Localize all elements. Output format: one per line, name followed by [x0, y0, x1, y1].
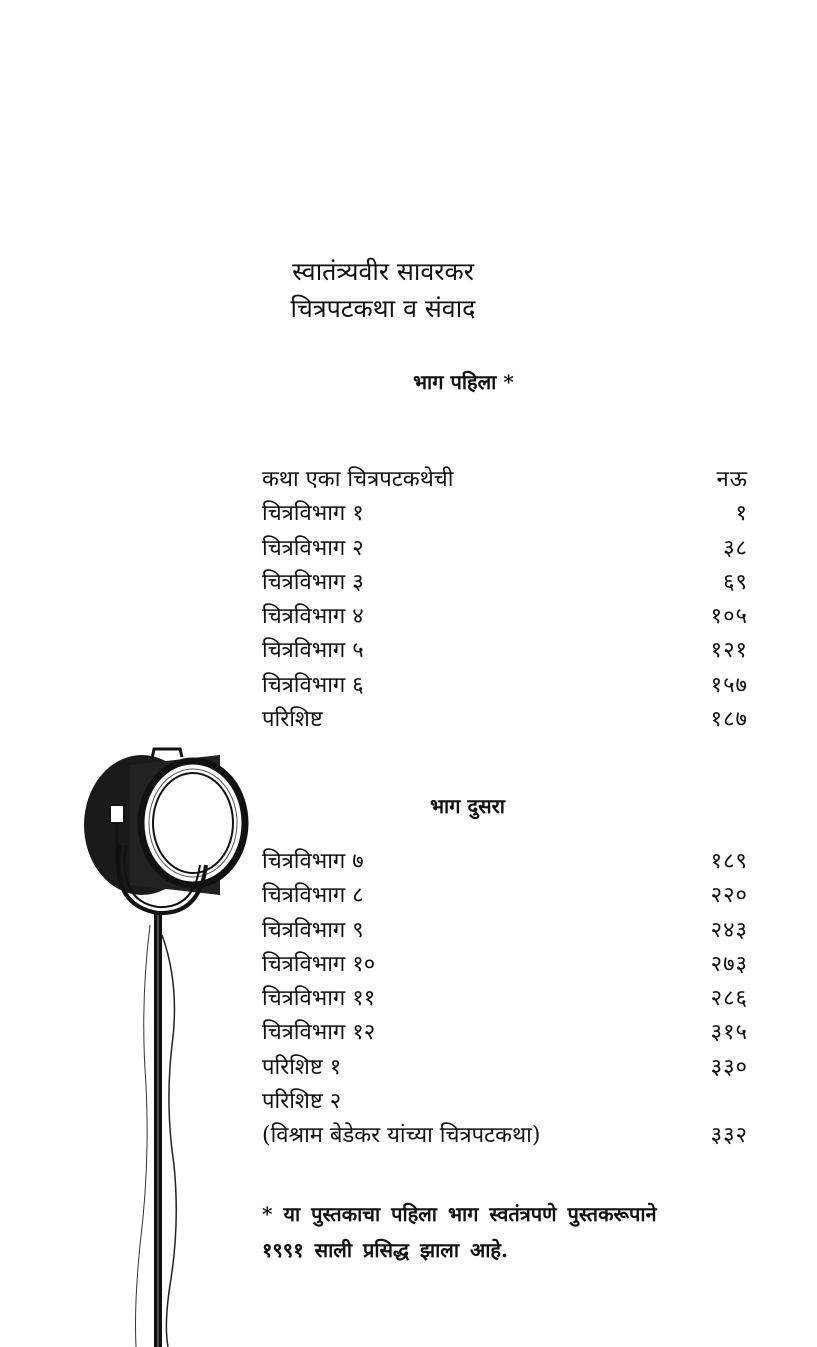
toc-entry-label: चित्रविभाग ८: [262, 883, 364, 909]
toc-entry: [262, 637, 748, 671]
part-one-heading: भाग पहिला *: [413, 370, 514, 394]
toc-entry-page: ३१५: [710, 1020, 748, 1046]
toc-entry: [262, 848, 748, 882]
toc-entry-page: ३३२: [710, 1123, 748, 1149]
toc-entry-label: चित्रविभाग ५: [262, 638, 364, 664]
toc-entry-page: २७३: [710, 951, 748, 977]
toc-entry-label: चित्रविभाग ३: [262, 569, 364, 595]
toc-entry-page: १८९: [710, 849, 748, 874]
toc-entry-label: परिशिष्ट: [262, 707, 323, 733]
part-two-contents: [262, 848, 748, 1157]
toc-entry: [262, 500, 748, 534]
toc-entry: [262, 1054, 748, 1088]
toc-entry-label: चित्रविभाग ६: [262, 672, 364, 698]
toc-entry-label: चित्रविभाग ९: [262, 917, 364, 943]
toc-entry-page: नऊ: [716, 467, 748, 492]
toc-entry: [262, 569, 748, 603]
toc-entry-label: चित्रविभाग ७: [262, 849, 364, 874]
studio-spotlight-icon: [70, 745, 260, 1347]
toc-entry-label: चित्रविभाग ४: [262, 604, 364, 630]
toc-entry-page: १८७: [710, 707, 748, 733]
toc-entry-page: १५७: [710, 672, 748, 698]
toc-entry: [262, 1088, 748, 1122]
toc-entry: [262, 1122, 748, 1156]
footnote-line: * या पुस्तकाचा पहिला भाग स्वतंत्रपणे पुस्तकरूपाने: [262, 1202, 657, 1226]
toc-entry-label: चित्रविभाग २: [262, 535, 364, 561]
part-one-contents: [262, 466, 748, 740]
toc-entry: [262, 951, 748, 985]
toc-entry-page: १२१: [710, 638, 748, 664]
book-title: स्वातंत्र्यवीर सावरकर: [292, 257, 474, 286]
toc-entry-label: चित्रविभाग १: [262, 501, 364, 527]
toc-entry-page: २८६: [710, 986, 748, 1012]
toc-entry: [262, 706, 748, 740]
toc-entry-label: चित्रविभाग १०: [262, 951, 376, 977]
toc-entry-label: चित्रविभाग ११: [262, 986, 376, 1012]
toc-entry-page: ३८: [723, 535, 748, 561]
toc-entry-label: कथा एका चित्रपटकथेची: [262, 467, 454, 492]
part-two-heading: भाग दुसरा: [430, 794, 505, 818]
toc-entry: [262, 985, 748, 1019]
toc-entry: [262, 466, 748, 500]
toc-entry-page: २४३: [710, 917, 748, 943]
toc-entry: [262, 1019, 748, 1053]
toc-entry: [262, 882, 748, 916]
toc-entry: [262, 603, 748, 637]
toc-entry-label: चित्रविभाग १२: [262, 1020, 376, 1046]
footnote: [262, 1196, 752, 1268]
toc-entry: [262, 917, 748, 951]
toc-entry-label: परिशिष्ट २: [262, 1089, 342, 1115]
footnote-line: १९९१ साली प्रसिद्ध झाला आहे.: [262, 1238, 509, 1262]
toc-entry-page: १०५: [710, 604, 748, 630]
toc-entry-page: १: [735, 501, 748, 527]
toc-entry: [262, 535, 748, 569]
toc-entry-page: २२०: [710, 883, 748, 909]
toc-entry-label: परिशिष्ट १: [262, 1054, 342, 1080]
toc-entry-page: ६९: [723, 569, 748, 595]
toc-entry-page: ३३०: [710, 1054, 748, 1080]
toc-entry: [262, 672, 748, 706]
book-subtitle: चित्रपटकथा व संवाद: [290, 294, 476, 323]
toc-entry-label: (विश्राम बेडेकर यांच्या चित्रपटकथा): [262, 1123, 541, 1149]
